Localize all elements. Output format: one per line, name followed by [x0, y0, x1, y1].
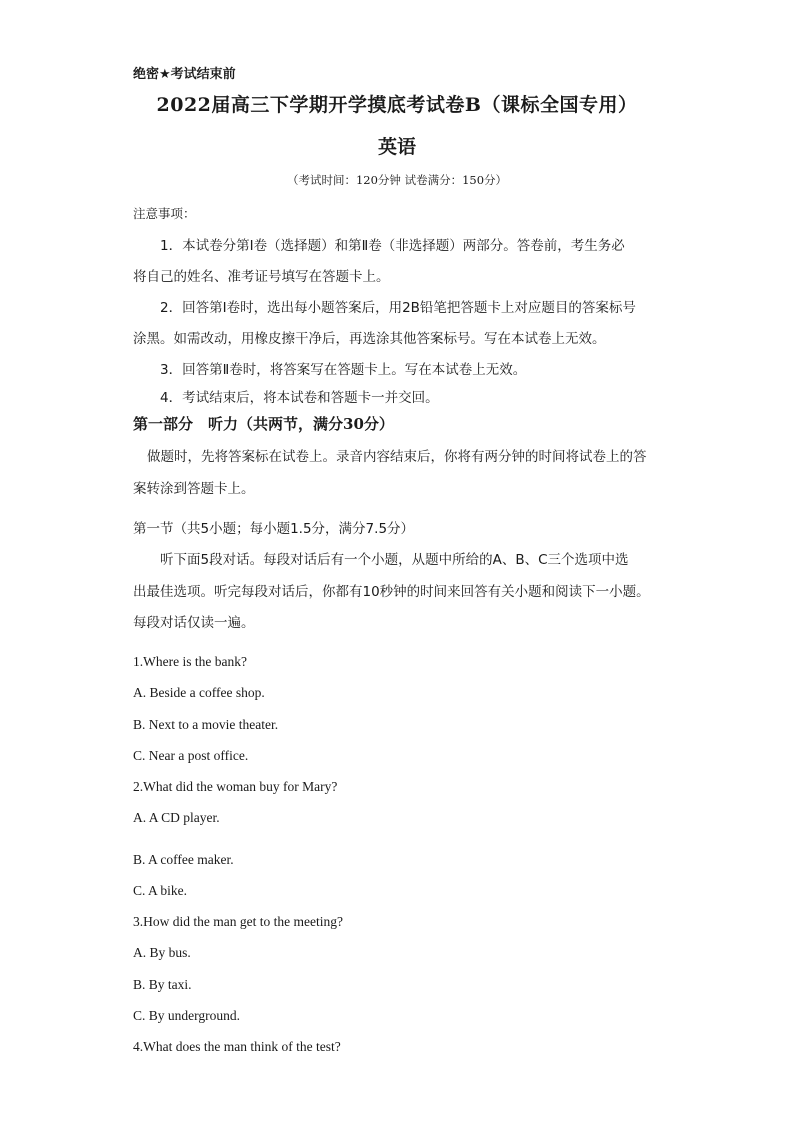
secret-label: 绝密★考试结束前: [133, 67, 236, 82]
question-1: 1.Where is the bank?: [133, 654, 247, 669]
notice-heading: 注意事项：: [133, 206, 196, 221]
question-1-option-a: A. Beside a coffee shop.: [133, 685, 265, 700]
question-3-option-b: B. By taxi.: [133, 977, 192, 992]
question-2-option-c: C. A bike.: [133, 883, 188, 898]
part1-heading: 第一部分 听力（共两节，满分30分）: [133, 415, 394, 433]
notice-line: 1．本试卷分第Ⅰ卷（选择题）和第Ⅱ卷（非选择题）两部分。答卷前，考生务必: [160, 238, 625, 254]
question-3: 3.How did the man get to the meeting?: [133, 914, 343, 929]
section1-instruction-line: 听下面5段对话。每段对话后有一个小题，从题中所给的A、B、C三个选项中选: [160, 552, 629, 568]
notice-line: 涂黑。如需改动，用橡皮擦干净后，再选涂其他答案标号。写在本试卷上无效。: [133, 331, 606, 347]
subject-title: 英语: [377, 136, 416, 158]
section1-heading: 第一节（共5小题；每小题1.5分，满分7.5分）: [133, 521, 415, 537]
notice-line: 2．回答第Ⅰ卷时，选出每小题答案后，用2B铅笔把答题卡上对应题目的答案标号: [160, 300, 636, 316]
question-2-option-a: A. A CD player.: [133, 810, 220, 825]
notice-line: 将自己的姓名、准考证号填写在答题卡上。: [133, 269, 390, 285]
question-3-option-a: A. By bus.: [133, 945, 191, 960]
question-3-option-c: C. By underground.: [133, 1008, 240, 1023]
question-1-option-c: C. Near a post office.: [133, 748, 249, 763]
part1-intro-line: 案转涂到答题卡上。: [133, 481, 255, 497]
exam-info: （考试时间：120分钟 试卷满分：150分）: [286, 173, 508, 187]
section1-instruction-line: 出最佳选项。听完每段对话后，你都有10秒钟的时间来回答有关小题和阅读下一小题。: [133, 584, 650, 600]
section1-instruction-line: 每段对话仅读一遍。: [133, 615, 255, 631]
part1-intro-line: 做题时，先将答案标在试卷上。录音内容结束后，你将有两分钟的时间将试卷上的答: [147, 449, 647, 465]
exam-title: 2022届高三下学期开学摸底考试卷B（课标全国专用）: [156, 94, 638, 116]
question-2: 2.What did the woman buy for Mary?: [133, 779, 338, 794]
notice-line: 3．回答第Ⅱ卷时，将答案写在答题卡上。写在本试卷上无效。: [160, 362, 527, 378]
question-1-option-b: B. Next to a movie theater.: [133, 717, 279, 732]
question-2-option-b: B. A coffee maker.: [133, 852, 234, 867]
notice-line: 4．考试结束后，将本试卷和答题卡一并交回。: [160, 390, 439, 406]
question-4: 4.What does the man think of the test?: [133, 1039, 341, 1054]
